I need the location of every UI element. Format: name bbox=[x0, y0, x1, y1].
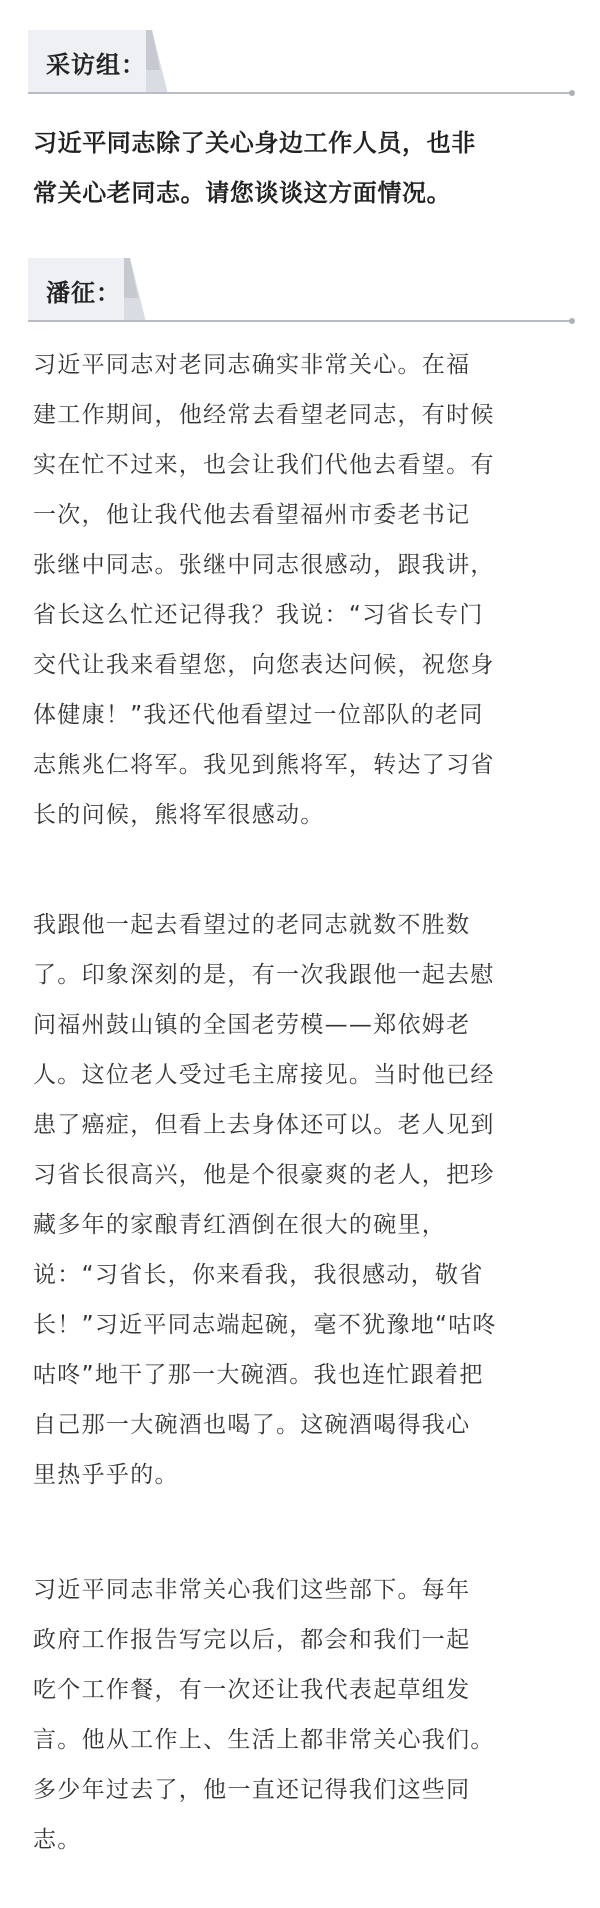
text-line: 省长这么忙还记得我？我说：“习省长专门 bbox=[33, 602, 484, 628]
text-line: 实在忙不过来，也会让我们代他去看望。有 bbox=[33, 452, 495, 478]
text-line: 多少年过去了，他一直还记得我们这些同 bbox=[33, 1777, 471, 1803]
text-line: 问福州鼓山镇的全国老劳模——郑依姆老 bbox=[33, 1012, 471, 1038]
tab-fold-decoration bbox=[124, 258, 146, 322]
text-line: 张继中同志。张继中同志很感动，跟我讲， bbox=[33, 552, 495, 578]
text-line: 体健康！”我还代他看望过一位部队的老同 bbox=[33, 702, 484, 728]
section-header-interviewers bbox=[28, 30, 573, 94]
divider-end-dot bbox=[569, 318, 575, 324]
section-header-pan-zheng bbox=[28, 258, 573, 322]
question-line: 习近平同志除了关心身边工作人员，也非 bbox=[33, 129, 476, 157]
text-line: 志熊兆仁将军。我见到熊将军，转达了习省 bbox=[33, 752, 495, 778]
text-line: 一次，他让我代他去看望福州市委老书记 bbox=[33, 502, 471, 528]
question-line: 常关心老同志。请您谈谈这方面情况。 bbox=[33, 179, 452, 207]
section-divider bbox=[28, 92, 573, 94]
text-line: 说：“习省长，你来看我，我很感动，敬省 bbox=[33, 1262, 484, 1288]
text-line: 自己那一大碗酒也喝了。这碗酒喝得我心 bbox=[33, 1412, 471, 1438]
text-line: 藏多年的家酿青红酒倒在很大的碗里， bbox=[33, 1212, 447, 1238]
answer-paragraph-1 bbox=[33, 340, 573, 840]
tab-fold-decoration bbox=[146, 30, 168, 94]
section-label: 采访组： bbox=[46, 50, 146, 79]
section-divider bbox=[28, 320, 573, 322]
section-tab bbox=[28, 30, 146, 94]
text-line: 人。这位老人受过毛主席接见。当时他已经 bbox=[33, 1062, 495, 1088]
text-line: 言。他从工作上、生活上都非常关心我们。 bbox=[33, 1727, 495, 1753]
section-tab bbox=[28, 258, 124, 322]
text-line: 了。印象深刻的是，有一次我跟他一起去慰 bbox=[33, 962, 495, 988]
text-line: 里热乎乎的。 bbox=[33, 1462, 179, 1488]
answer-paragraph-2 bbox=[33, 900, 573, 1500]
text-line: 政府工作报告写完以后，都会和我们一起 bbox=[33, 1627, 471, 1653]
divider-end-dot bbox=[569, 90, 575, 96]
text-line: 患了癌症，但看上去身体还可以。老人见到 bbox=[33, 1112, 495, 1138]
text-line: 吃个工作餐，有一次还让我代表起草组发 bbox=[33, 1677, 471, 1703]
text-line: 建工作期间，他经常去看望老同志，有时候 bbox=[33, 402, 495, 428]
text-line: 习近平同志对老同志确实非常关心。在福 bbox=[33, 352, 471, 378]
text-line: 长的问候，熊将军很感动。 bbox=[33, 802, 325, 828]
answer-paragraph-3 bbox=[33, 1565, 573, 1865]
text-line: 交代让我来看望您，向您表达问候，祝您身 bbox=[33, 652, 495, 678]
text-line: 志。 bbox=[33, 1827, 82, 1853]
interview-question bbox=[33, 118, 573, 218]
text-line: 我跟他一起去看望过的老同志就数不胜数 bbox=[33, 912, 471, 938]
text-line: 长！”习近平同志端起碗，毫不犹豫地“咕咚 bbox=[33, 1312, 497, 1338]
section-label: 潘征： bbox=[46, 278, 121, 307]
text-line: 习近平同志非常关心我们这些部下。每年 bbox=[33, 1577, 471, 1603]
text-line: 咕咚”地干了那一大碗酒。我也连忙跟着把 bbox=[33, 1362, 484, 1388]
text-line: 习省长很高兴，他是个很豪爽的老人，把珍 bbox=[33, 1162, 495, 1188]
